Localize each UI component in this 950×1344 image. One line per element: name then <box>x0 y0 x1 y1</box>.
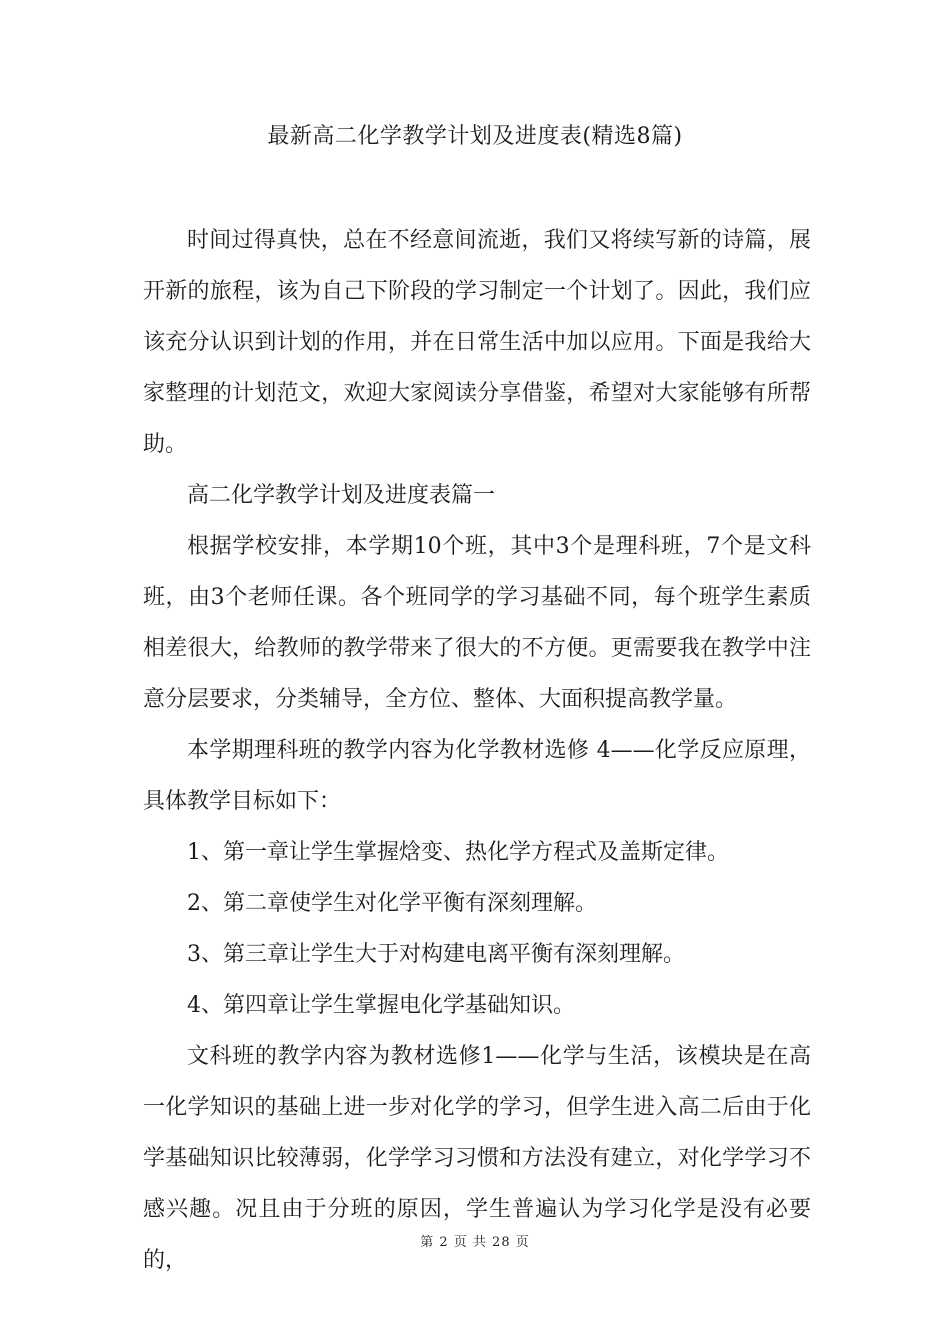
paragraph-intro: 时间过得真快，总在不经意间流逝，我们又将续写新的诗篇，展开新的旅程，该为自己下阶段的学习制定一个计划了。因此，我们应该充分认识到计划的作用，并在日常生活中加以应用。下面是我给大家整理的计划范文，欢迎大家阅读分享借鉴，希望对大家能够有所帮助。 <box>143 228 811 457</box>
paragraph: 本学期理科班的教学内容为化学教材选修 4——化学反应原理，具体教学目标如下： <box>143 738 811 814</box>
document-title: 最新高二化学教学计划及进度表(精选8篇) <box>267 124 683 149</box>
list-item: 1、第一章让学生掌握焓变、热化学方程式及盖斯定律。 <box>187 840 729 865</box>
page-footer: 第 2 页 共 28 页 <box>420 1235 530 1250</box>
list-item: 4、第四章让学生掌握电化学基础知识。 <box>187 993 575 1018</box>
paragraph: 文科班的教学内容为教材选修1——化学与生活，该模块是在高一化学知识的基础上进一步对化学的学习，但学生进入高二后由于化学基础知识比较薄弱，化学学习习惯和方法没有建立，对化学学习不感兴趣。况且由于分班的原因，学生普遍认为学习化学是没有必要的， <box>143 1044 811 1273</box>
document-body <box>143 215 811 1286</box>
paragraph: 根据学校安排，本学期10个班，其中3个是理科班，7个是文科班，由3个老师任课。各个班同学的学习基础不同，每个班学生素质相差很大，给教师的教学带来了很大的不方便。更需要我在教学中注意分层要求，分类辅导，全方位、整体、大面积提高教学量。 <box>143 534 811 712</box>
list-item: 3、第三章让学生大于对构建电离平衡有深刻理解。 <box>187 942 685 967</box>
list-item: 2、第二章使学生对化学平衡有深刻理解。 <box>187 891 597 916</box>
section-heading: 高二化学教学计划及进度表篇一 <box>187 483 496 508</box>
